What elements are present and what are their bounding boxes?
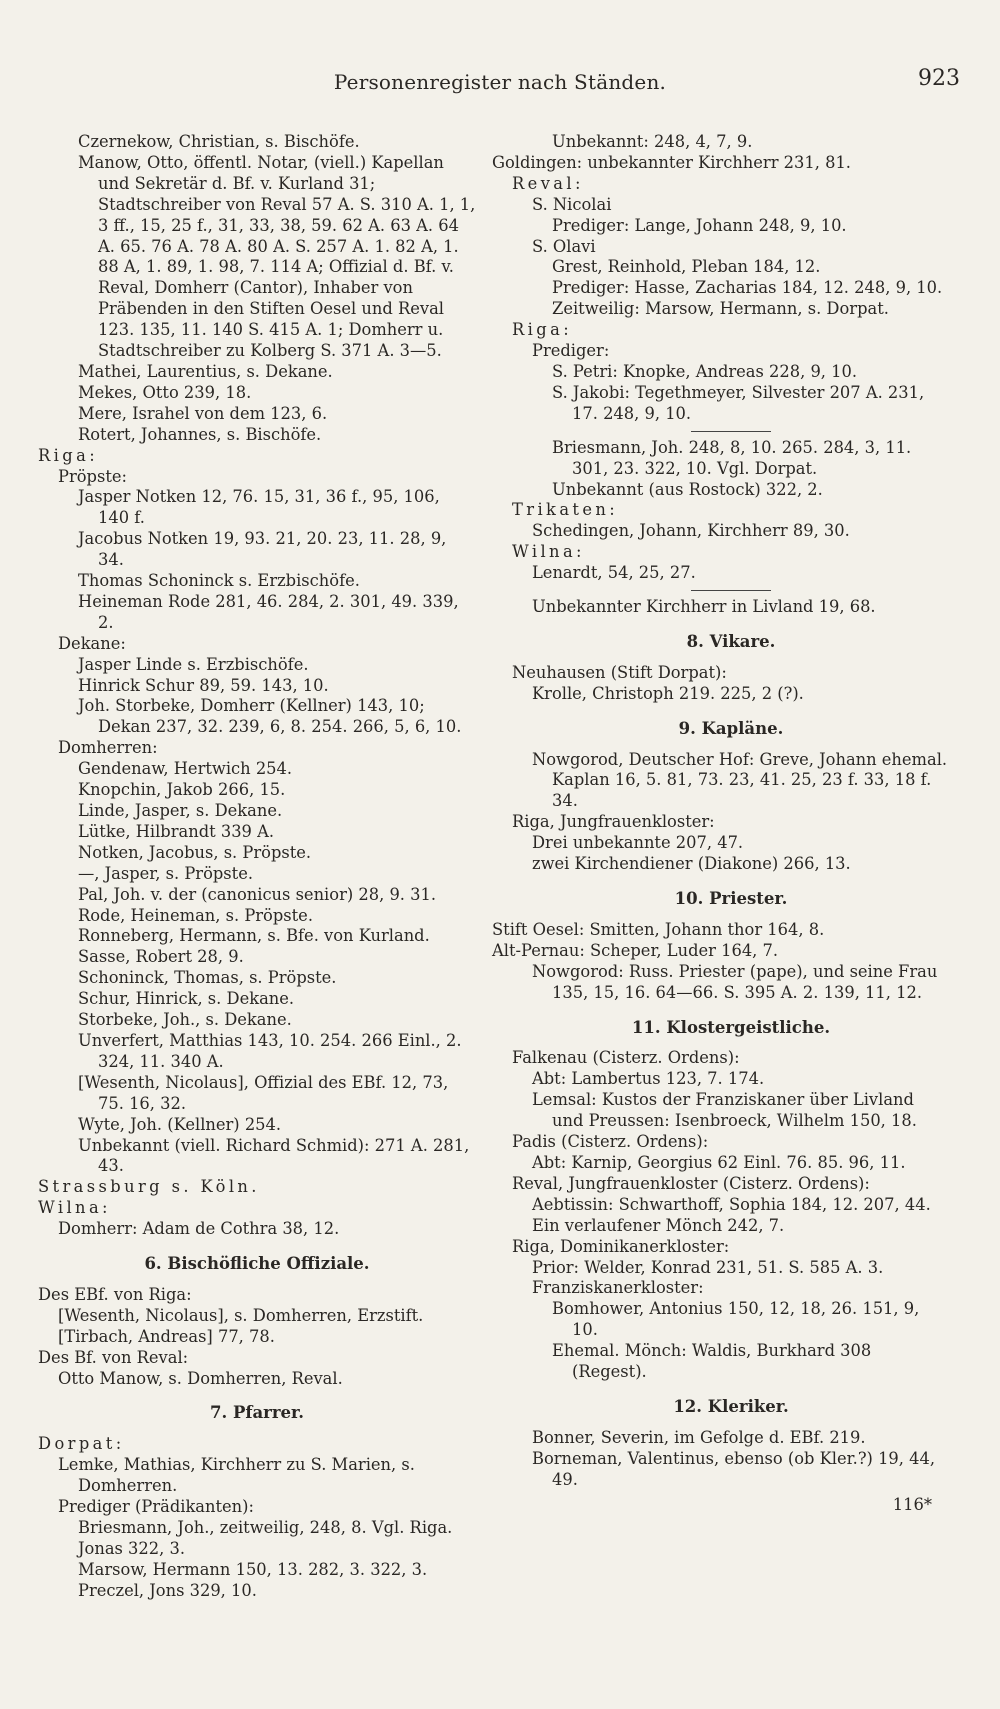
register-entry: Gendenaw, Hertwich 254.: [78, 759, 293, 779]
register-entry: Trikaten:: [512, 500, 619, 520]
register-entry: Knopchin, Jakob 266, 15.: [78, 780, 286, 800]
register-entry: Sasse, Robert 28, 9.: [78, 947, 244, 967]
register-entry: Krolle, Christoph 219. 225, 2 (?).: [532, 683, 804, 703]
register-entry: Unbekannt: 248, 4, 7, 9.: [552, 132, 753, 151]
register-entry: Schur, Hinrick, s. Dekane.: [78, 989, 295, 1009]
register-entry: S. Nicolai: [532, 194, 612, 214]
register-entry: [Wesenth, Nicolaus], s. Domherren, Erzstift.: [58, 1305, 424, 1325]
register-entry: Czernekow, Christian, s. Bischöfe.: [78, 132, 360, 151]
register-entry: Padis (Cisterz. Ordens):: [512, 1132, 709, 1152]
register-entry: Unbekannter Kirchherr in Livland 19, 68.: [532, 597, 876, 617]
section-heading: 12. Kleriker.: [673, 1396, 789, 1416]
register-entry: Jacobus Notken 19, 93. 21, 20. 23, 11. 28, 9, 34.: [78, 529, 447, 570]
register-entry: Lütke, Hilbrandt 339 A.: [78, 821, 275, 841]
register-entry: Jasper Linde s. Erzbischöfe.: [78, 654, 309, 674]
register-entry: Des EBf. von Riga:: [38, 1284, 192, 1304]
register-entry: Manow, Otto, öffentl. Notar, (viell.) Kapellan und Sekretär d. Bf. v. Kurland 31; Stadtschreiber von Reval 57 A. S. 310 A. 1, 1, 3 ff., 15, 25 f., 31, 33, 38, 59. 62 A. 63 A. 64 A. 65. 76 A. 78 A. 80 A. S. 257 A. 1. 82 A, 1. 88 A, 1. 89, 1. 98, 7. 114 A; Offizial d. Bf. v. Reval, Domherr (Cantor), Inhaber von Präbenden in den Stiften Oesel und Reval 123. 135, 11. 140 S. 415 A. 1; Domherr u. Stadtschreiber zu Kolberg S. 371 A. 3—5.: [78, 152, 476, 361]
register-entry: Thomas Schoninck s. Erzbischöfe.: [78, 571, 360, 591]
register-entry: Neuhausen (Stift Dorpat):: [512, 662, 727, 682]
register-entry: Abt: Karnip, Georgius 62 Einl. 76. 85. 96, 11.: [532, 1152, 906, 1172]
register-entry: Dorpat:: [38, 1434, 125, 1454]
register-entry: Unbekannt (aus Rostock) 322, 2.: [552, 479, 823, 499]
register-entry: Preczel, Jons 329, 10.: [78, 1580, 257, 1600]
section-heading: 11. Klostergeistliche.: [631, 1017, 831, 1037]
register-entry: Abt: Lambertus 123, 7. 174.: [532, 1069, 765, 1089]
register-entry: Schedingen, Johann, Kirchherr 89, 30.: [532, 521, 850, 541]
register-entry: Domherr: Adam de Cothra 38, 12.: [58, 1219, 340, 1239]
register-entry: Falkenau (Cisterz. Ordens):: [512, 1048, 740, 1068]
register-entry: Drei unbekannte 207, 47.: [532, 833, 744, 853]
page-header: [0, 66, 1000, 102]
register-entry: Linde, Jasper, s. Dekane.: [78, 801, 283, 820]
running-title: Personenregister nach Ständen.: [333, 70, 667, 94]
register-entry: Lemsal: Kustos der Franziskaner über Livland und Preussen: Isenbroeck, Wilhelm 150, 18.: [532, 1090, 917, 1131]
register-entry: Jonas 322, 3.: [78, 1538, 186, 1558]
register-entry: Borneman, Valentinus, ebenso (ob Kler.?) 19, 44, 49.: [532, 1448, 936, 1489]
register-entry: Ein verlaufener Mönch 242, 7.: [532, 1215, 785, 1235]
register-entry: Strassburg s. Köln.: [38, 1177, 260, 1197]
register-entry: [Tirbach, Andreas] 77, 78.: [58, 1326, 275, 1346]
page-number: 923: [918, 66, 960, 91]
register-entry: Mere, Israhel von dem 123, 6.: [78, 403, 328, 423]
section-heading: 7. Pfarrer.: [210, 1403, 304, 1423]
right-column: [492, 132, 950, 1515]
register-entry: [Wesenth, Nicolaus], Offizial des EBf. 12, 73, 75. 16, 32.: [78, 1072, 449, 1113]
register-entry: Heineman Rode 281, 46. 284, 2. 301, 49. 339, 2.: [78, 591, 459, 632]
register-entry: Pröpste:: [58, 466, 127, 486]
register-entry: Mekes, Otto 239, 18.: [78, 382, 252, 402]
register-entry: Briesmann, Joh. 248, 8, 10. 265. 284, 3, 11. 301, 23. 322, 10. Vgl. Dorpat.: [552, 437, 912, 478]
register-entry: Schoninck, Thomas, s. Pröpste.: [78, 968, 337, 988]
register-entry: Alt-Pernau: Scheper, Luder 164, 7.: [492, 940, 779, 960]
register-entry: Mathei, Laurentius, s. Dekane.: [78, 361, 333, 381]
register-entry: S. Petri: Knopke, Andreas 228, 9, 10.: [552, 361, 858, 381]
register-entry: Prediger:: [532, 341, 610, 361]
register-entry: Reval, Jungfrauenkloster (Cisterz. Ordens):: [512, 1173, 870, 1193]
separator-rule: [691, 590, 771, 591]
register-entry: Jasper Notken 12, 76. 15, 31, 36 f., 95, 106, 140 f.: [78, 487, 440, 528]
register-entry: Marsow, Hermann 150, 13. 282, 3. 322, 3.: [78, 1559, 428, 1579]
left-column: [38, 132, 476, 1602]
register-entry: Rotert, Johannes, s. Bischöfe.: [78, 424, 322, 444]
section-heading: 10. Priester.: [674, 889, 788, 908]
register-entry: Rode, Heineman, s. Pröpste.: [78, 905, 313, 925]
register-entry: Aebtissin: Schwarthoff, Sophia 184, 12. 207, 44.: [532, 1194, 931, 1214]
register-entry: Riga, Jungfrauenkloster:: [512, 812, 715, 832]
register-entry: Riga:: [512, 320, 573, 340]
register-entry: Bonner, Severin, im Gefolge d. EBf. 219.: [532, 1427, 866, 1447]
register-entry: Unbekannt (viell. Richard Schmid): 271 A. 281, 43.: [78, 1135, 470, 1176]
separator-rule: [691, 431, 771, 432]
register-entry: 116*: [892, 1494, 932, 1514]
register-entry: Dekane:: [58, 633, 126, 653]
register-entry: Lenardt, 54, 25, 27.: [532, 563, 696, 583]
register-entry: Stift Oesel: Smitten, Johann thor 164, 8.: [492, 919, 825, 939]
register-entry: Hinrick Schur 89, 59. 143, 10.: [78, 675, 329, 695]
register-entry: Prior: Welder, Konrad 231, 51. S. 585 A. 3.: [532, 1257, 884, 1277]
register-entry: Franziskanerkloster:: [532, 1278, 704, 1298]
register-entry: Prediger (Prädikanten):: [58, 1497, 255, 1517]
register-entry: Reval:: [512, 173, 584, 193]
register-entry: zwei Kirchendiener (Diakone) 266, 13.: [532, 854, 851, 874]
register-entry: Des Bf. von Reval:: [38, 1347, 189, 1367]
register-entry: Joh. Storbeke, Domherr (Kellner) 143, 10; Dekan 237, 32. 239, 6, 8. 254. 266, 5, 6, 10.: [78, 696, 462, 737]
register-entry: Zeitweilig: Marsow, Hermann, s. Dorpat.: [552, 299, 889, 319]
register-entry: Lemke, Mathias, Kirchherr zu S. Marien, s. Domherren.: [58, 1455, 415, 1496]
section-heading: 8. Vikare.: [686, 631, 776, 651]
register-entry: S. Olavi: [532, 236, 596, 256]
register-entry: Prediger: Hasse, Zacharias 184, 12. 248, 9, 10.: [552, 278, 943, 298]
register-entry: Wilna:: [512, 542, 585, 562]
register-entry: Nowgorod: Russ. Priester (pape), und seine Frau 135, 15, 16. 64—66. S. 395 A. 2. 139, 11, 12.: [532, 961, 938, 1002]
register-entry: Storbeke, Joh., s. Dekane.: [78, 1010, 292, 1030]
register-entry: Ronneberg, Hermann, s. Bfe. von Kurland.: [78, 926, 430, 946]
register-entry: Briesmann, Joh., zeitweilig, 248, 8. Vgl. Riga.: [78, 1518, 453, 1537]
register-entry: Ehemal. Mönch: Waldis, Burkhard 308 (Regest).: [552, 1341, 872, 1382]
register-entry: Prediger: Lange, Johann 248, 9, 10.: [552, 215, 847, 235]
section-heading: 6. Bischöfliche Offiziale.: [144, 1254, 370, 1274]
register-entry: Riga, Dominikanerkloster:: [512, 1236, 730, 1256]
register-entry: Goldingen: unbekannter Kirchherr 231, 81.: [492, 152, 851, 172]
register-entry: Domherren:: [58, 738, 158, 758]
register-entry: Wyte, Joh. (Kellner) 254.: [78, 1114, 282, 1134]
register-entry: Bomhower, Antonius 150, 12, 18, 26. 151, 9, 10.: [552, 1299, 920, 1340]
register-entry: Nowgorod, Deutscher Hof: Greve, Johann ehemal. Kaplan 16, 5. 81, 73. 23, 41. 25, 23 f. 33, 18 f. 34.: [532, 749, 948, 811]
section-heading: 9. Kapläne.: [678, 718, 784, 738]
register-entry: S. Jakobi: Tegethmeyer, Silvester 207 A. 231, 17. 248, 9, 10.: [552, 382, 925, 423]
register-entry: Notken, Jacobus, s. Pröpste.: [78, 842, 312, 862]
register-entry: Otto Manow, s. Domherren, Reval.: [58, 1368, 343, 1388]
register-entry: Pal, Joh. v. der (canonicus senior) 28, 9. 31.: [78, 884, 437, 904]
register-entry: Unverfert, Matthias 143, 10. 254. 266 Einl., 2. 324, 11. 340 A.: [78, 1030, 462, 1071]
register-entry: —, Jasper, s. Pröpste.: [78, 863, 253, 883]
register-entry: Riga:: [38, 445, 99, 465]
register-entry: Wilna:: [38, 1198, 111, 1218]
register-entry: Grest, Reinhold, Pleban 184, 12.: [552, 257, 821, 277]
